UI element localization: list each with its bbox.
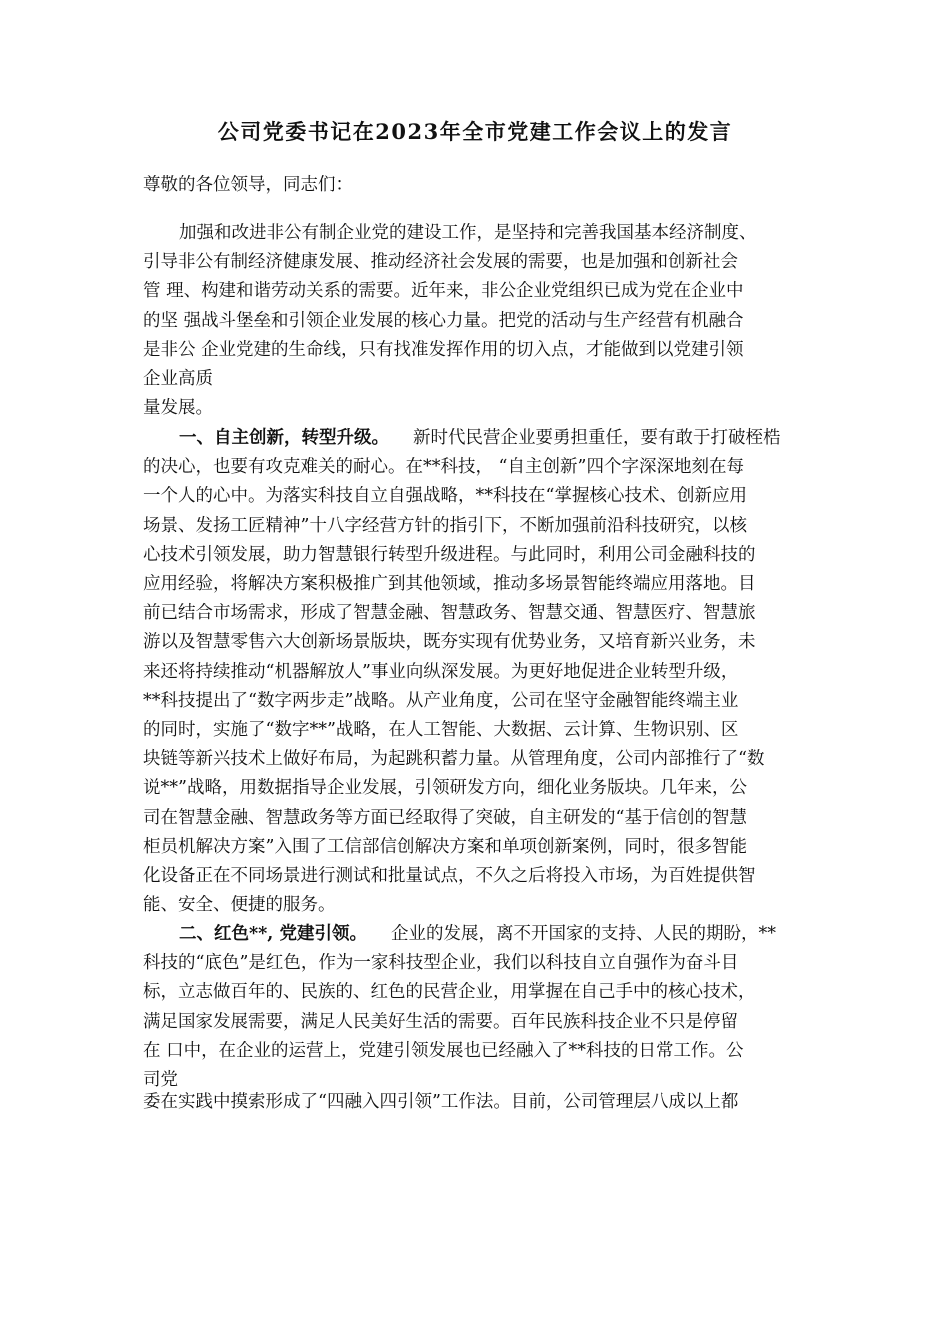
paragraph-line: 科技的“底色”是红色，作为一家科技型企业，我们以科技自立自强作为奋斗目 xyxy=(143,953,739,974)
paragraph-line: 前已结合市场需求，形成了智慧金融、智慧政务、智慧交通、智慧医疗、智慧旅 xyxy=(143,603,756,624)
section-heading: 一、自主创新，转型升级。 xyxy=(179,428,389,448)
intro-paragraph xyxy=(143,219,813,423)
paragraph-line: 引导非公有制经济健康发展、推动经济社会发展的需要，也是加强和创新社会 xyxy=(143,252,738,273)
paragraph-line: 是非公 企业党建的生命线，只有找准发挥作用的切入点，才能做到以党建引领 xyxy=(143,339,744,360)
paragraph-line: 一个人的心中。为落实科技自立自强战略，**科技在“掌握核心技术、创新应用 xyxy=(143,486,747,507)
section-innovation xyxy=(143,424,813,920)
section-first-line-text: 新时代民营企业要勇担重任，要有敢于打破桎梏 xyxy=(413,428,781,448)
paragraph-line: 标，立志做百年的、民族的、红色的民营企业，用掌握在自己手中的核心技术， xyxy=(143,982,756,1003)
salutation: 尊敬的各位领导，同志们： xyxy=(143,175,353,195)
paragraph-line: 满足国家发展需要，满足人民美好生活的需要。百年民族科技企业不只是停留 xyxy=(143,1011,738,1032)
paragraph-line: 在 口中，在企业的运营上，党建引领发展也已经融入了**科技的日常工作。公 xyxy=(143,1040,744,1061)
paragraph-line: 委在实践中摸索形成了“四融入四引领”工作法。目前，公司管理层八成以上都 xyxy=(143,1092,739,1112)
section-first-line-text: 企业的发展，离不开国家的支持、人民的期盼，** xyxy=(391,924,776,944)
paragraph-line: 块链等新兴技术上做好布局，为起跳积蓄力量。从管理角度，公司内部推行了“数 xyxy=(143,749,765,770)
section-party-building xyxy=(143,920,813,1095)
paragraph-line: 场景、发扬工匠精神”十八字经营方针的指引下，不断加强前沿科技研究，以核 xyxy=(143,515,747,536)
paragraph-line: 司在智慧金融、智慧政务等方面已经取得了突破，自主研发的“基于信创的智慧 xyxy=(143,807,747,828)
paragraph-line: **科技提出了“数字两步走”战略。从产业角度，公司在坚守金融智能终端主业 xyxy=(143,690,739,711)
document-title: 公司党委书记在2023年全市党建工作会议上的发言 xyxy=(217,119,733,144)
paragraph-line: 游以及智慧零售六大创新场景版块，既夯实现有优势业务，又培育新兴业务，未 xyxy=(143,632,756,653)
paragraph-line: 司党 xyxy=(143,1070,178,1091)
paragraph-line: 管 理、构建和谐劳动关系的需要。近年来，非公企业党组织已成为党在企业中 xyxy=(143,281,744,302)
section-heading: 二、红色**, 党建引领。 xyxy=(179,924,367,944)
paragraph-line: 化设备正在不同场景进行测试和批量试点，不久之后将投入市场，为百姓提供智 xyxy=(143,866,756,887)
paragraph-line: 的同时，实施了“数字**”战略，在人工智能、大数据、云计算、生物识别、区 xyxy=(143,720,739,741)
paragraph-line: 心技术引领发展，助力智慧银行转型升级进程。与此同时，利用公司金融科技的 xyxy=(143,544,756,565)
paragraph-line: 应用经验，将解决方案积极推广到其他领域，推动多场景智能终端应用落地。目 xyxy=(143,574,756,595)
paragraph-line: 说**”战略，用数据指导企业发展，引领研发方向，细化业务版块。几年来，公 xyxy=(143,778,747,799)
paragraph-line: 来还将持续推动“机器解放人”事业向纵深发展。为更好地促进企业转型升级， xyxy=(143,661,739,682)
paragraph-line: 企业高质 xyxy=(143,369,213,390)
paragraph-line: 加强和改进非公有制企业党的建设工作，是坚持和完善我国基本经济制度、 xyxy=(179,223,757,243)
section-first-line xyxy=(143,424,813,453)
paragraph-line: 能、安全、便捷的服务。 xyxy=(143,895,336,916)
paragraph-line: 的决心，也要有攻克难关的耐心。在**科技， “自主创新”四个字深深地刻在每 xyxy=(143,457,744,478)
paragraph-line: 量发展。 xyxy=(143,398,213,419)
section-first-line xyxy=(143,920,813,949)
continuation-paragraph xyxy=(143,1088,813,1117)
paragraph-line: 柜员机解决方案”入围了工信部信创解决方案和单项创新案例，同时，很多智能 xyxy=(143,836,747,857)
paragraph-line: 的坚 强战斗堡垒和引领企业发展的核心力量。把党的活动与生产经营有机融合 xyxy=(143,310,744,331)
